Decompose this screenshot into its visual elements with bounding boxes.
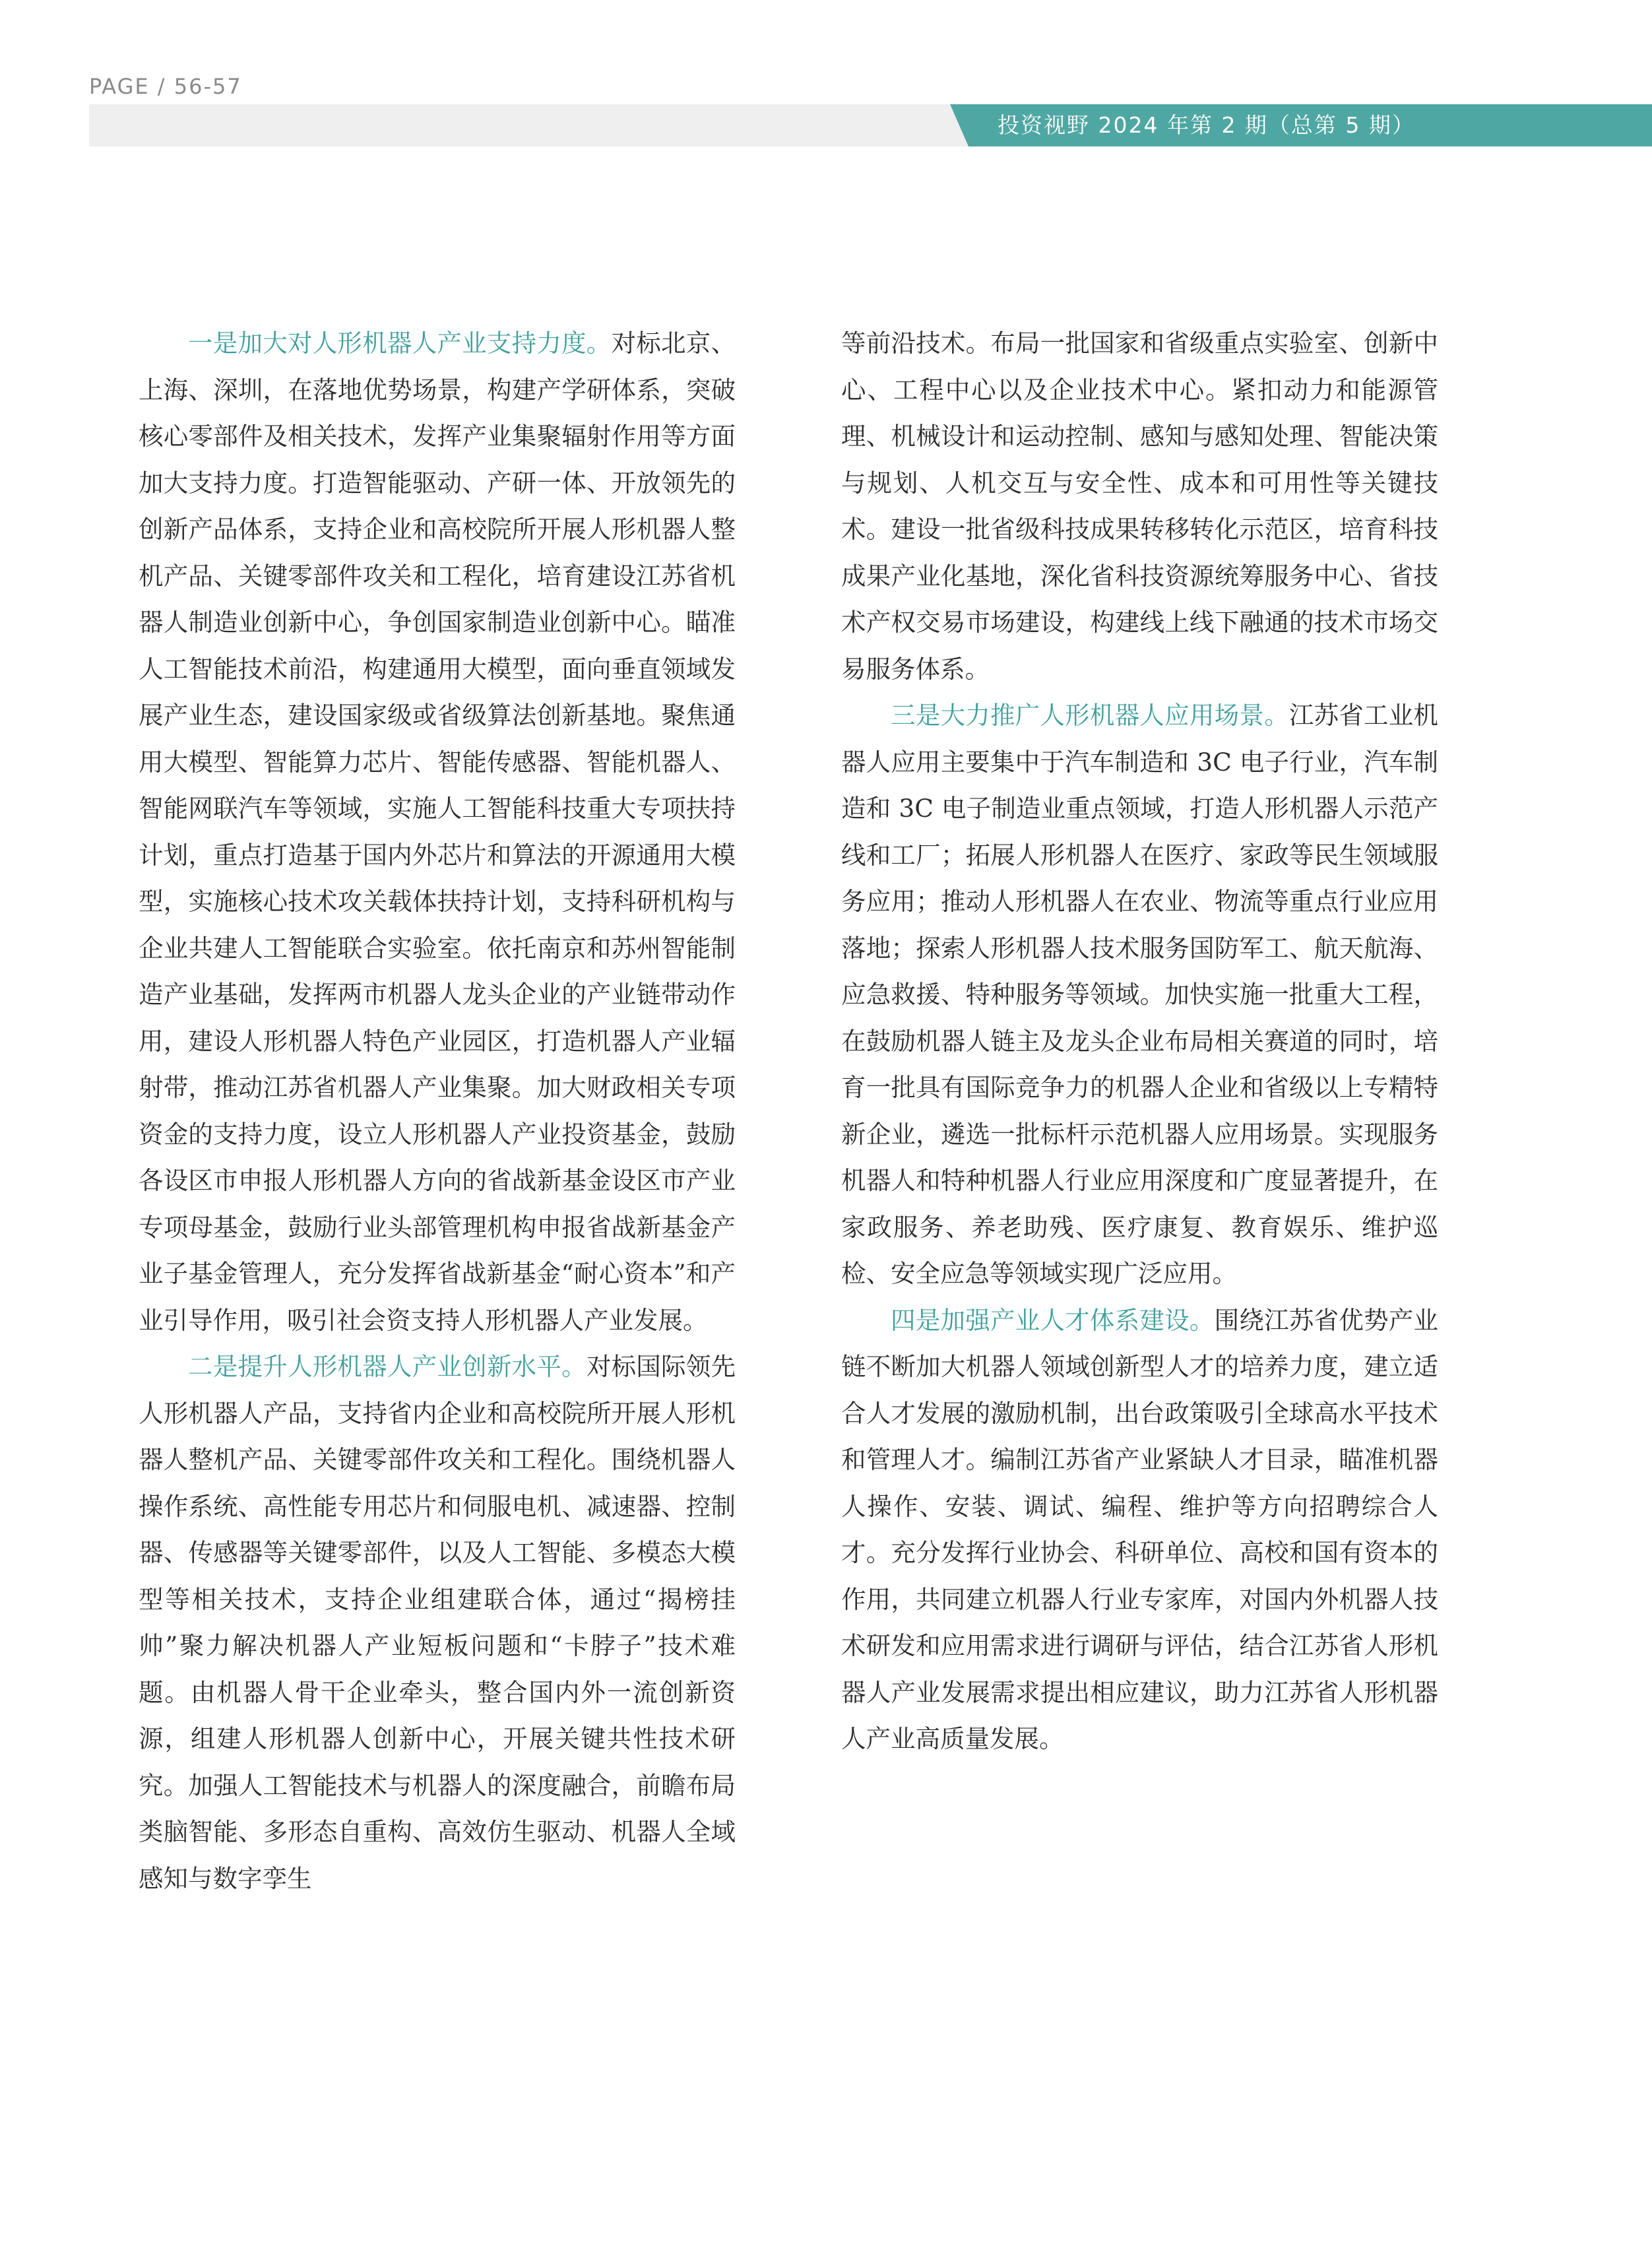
paragraph-heading: 四是加强产业人才体系建设。 bbox=[891, 1305, 1215, 1335]
journal-issue-title: 投资视野 2024 年第 2 期（总第 5 期） bbox=[998, 112, 1415, 138]
paragraph-talent bbox=[841, 1297, 1438, 1762]
paragraph-text: 对标北京、上海、深圳，在落地优势场景，构建产学研体系，突破核心零部件及相关技术，发挥产业集聚辐射作用等方面加大支持力度。打造智能驱动、产研一体、开放领先的创新产品体系，支持企业和高校院所开展人形机器人整机产品、关键零部件攻关和工程化，培育建设江苏省机器人制造业创新中心，争创国家制造业创新中心。瞄准人工智能技术前沿，构建通用大模型，面向垂直领域发展产业生态，建设国家级或省级算法创新基地。聚焦通用大模型、智能算力芯片、智能传感器、智能机器人、智能网联汽车等领域，实施人工智能科技重大专项扶持计划，重点打造基于国内外芯片和算法的开源通用大模型，实施核心技术攻关载体扶持计划，支持科研机构与企业共建人工智能联合实验室。依托南京和苏州智能制造产业基础，发挥两市机器人龙头企业的产业链带动作用，建设人形机器人特色产业园区，打造机器人产业辐射带，推动江苏省机器人产业集聚。加大财政相关专项资金的支持力度，设立人形机器人产业投资基金，鼓励各设区市申报人形机器人方向的省战新基金设区市产业专项母基金，鼓励行业头部管理机构申报省战新基金产业子基金管理人，充分发挥省战新基金“耐心资本”和产业引导作用，吸引社会资支持人形机器人产业发展。 bbox=[139, 329, 736, 1335]
paragraph-text: 对标国际领先人形机器人产品，支持省内企业和高校院所开展人形机器人整机产品、关键零部件攻关和工程化。围绕机器人操作系统、高性能专用芯片和伺服电机、减速器、控制器、传感器等关键零部件，以及人工智能、多模态大模型等相关技术，支持企业组建联合体，通过“揭榜挂帅”聚力解决机器人产业短板问题和“卡脖子”技术难题。由机器人骨干企业牵头，整合国内外一流创新资源，组建人形机器人创新中心，开展关键共性技术研究。加强人工智能技术与机器人的深度融合，前瞻布局类脑智能、多形态自重构、高效仿生驱动、机器人全域感知与数字孪生 bbox=[139, 1352, 736, 1893]
right-column bbox=[841, 320, 1438, 1762]
paragraph-text: 江苏省工业机器人应用主要集中于汽车制造和 3C 电子行业，汽车制造和 3C 电子制造业重点领域，打造人形机器人示范产线和工厂；拓展人形机器人在医疗、家政等民生领域服务应用；推动人形机器人在农业、物流等重点行业应用落地；探索人形机器人技术服务国防军工、航天航海、应急救援、特种服务等领域。加快实施一批重大工程，在鼓励机器人链主及龙头企业布局相关赛道的同时，培育一批具有国际竞争力的机器人企业和省级以上专精特新企业，遴选一批标杆示范机器人应用场景。实现服务机器人和特种机器人行业应用深度和广度显著提升，在家政服务、养老助残、医疗康复、教育娱乐、维护巡检、安全应急等领域实现广泛应用。 bbox=[841, 701, 1439, 1288]
paragraph-applications bbox=[841, 692, 1438, 1297]
paragraph-innovation-continued bbox=[841, 320, 1438, 692]
page-number: PAGE / 56-57 bbox=[89, 74, 242, 99]
paragraph-innovation bbox=[139, 1343, 736, 1902]
paragraph-support bbox=[139, 320, 736, 1343]
paragraph-text: 围绕江苏省优势产业链不断加大机器人领域创新型人才的培养力度，建立适合人才发展的激励机制，出台政策吸引全球高水平技术和管理人才。编制江苏省产业紧缺人才目录，瞄准机器人操作、安装、调试、编程、维护等方向招聘综合人才。充分发挥行业协会、科研单位、高校和国有资本的作用，共同建立机器人行业专家库，对国内外机器人技术研发和应用需求进行调研与评估，结合江苏省人形机器人产业发展需求提出相应建议，助力江苏省人形机器人产业高质量发展。 bbox=[841, 1305, 1439, 1753]
left-column bbox=[139, 320, 736, 1902]
paragraph-text: 等前沿技术。布局一批国家和省级重点实验室、创新中心、工程中心以及企业技术中心。紧扣动力和能源管理、机械设计和运动控制、感知与感知处理、智能决策与规划、人机交互与安全性、成本和可用性等关键技术。建设一批省级科技成果转移转化示范区，培育科技成果产业化基地，深化省科技资源统筹服务中心、省技术产权交易市场建设，构建线上线下融通的技术市场交易服务体系。 bbox=[841, 329, 1438, 684]
paragraph-heading: 三是大力推广人形机器人应用场景。 bbox=[891, 701, 1289, 730]
paragraph-heading: 二是提升人形机器人产业创新水平。 bbox=[188, 1352, 587, 1381]
paragraph-heading: 一是加大对人形机器人产业支持力度。 bbox=[188, 329, 612, 358]
